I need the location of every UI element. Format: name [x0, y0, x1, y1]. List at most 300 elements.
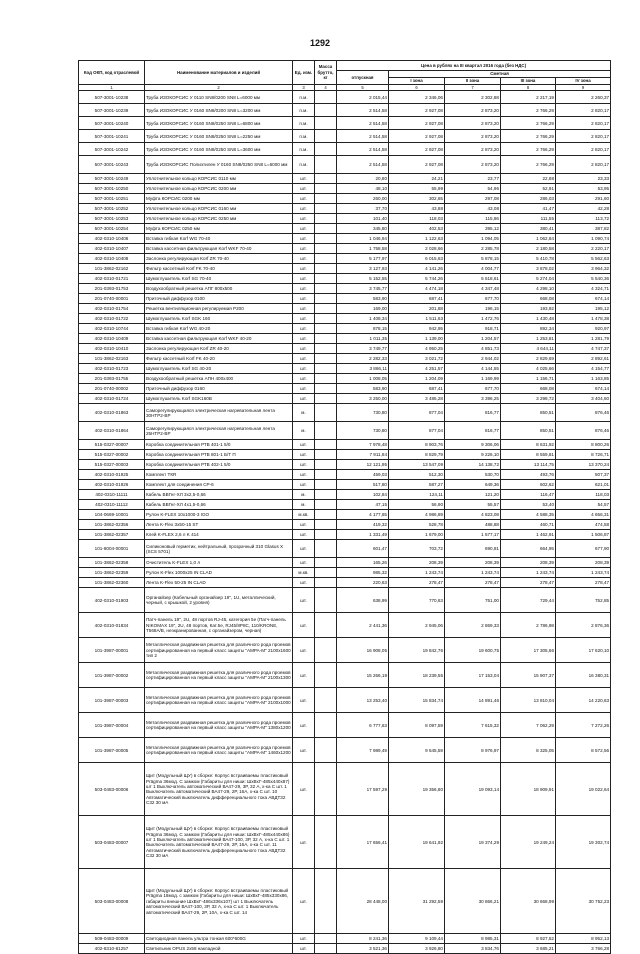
cell-price-pickup: 169,00	[337, 304, 389, 314]
cell-price-zone2: 14 138,72	[445, 460, 501, 470]
cell-price-zone1: 9 545,59	[389, 738, 445, 763]
cell-price-zone3: 668,08	[501, 384, 556, 394]
column-index: 5	[337, 85, 389, 91]
cell-price-pickup: 3 749,77	[337, 344, 389, 354]
cell-mass	[315, 91, 337, 104]
cell-price-zone4: 13 370,24	[556, 460, 611, 470]
cell-price-zone4: 752,85	[556, 588, 611, 613]
cell-unit: шт.	[293, 540, 315, 558]
cell-price-zone4: 19 302,74	[556, 816, 611, 869]
cell-price-pickup: 37,70	[337, 204, 389, 214]
table-row	[79, 264, 611, 274]
cell-price-pickup: 13 253,40	[337, 688, 389, 713]
cell-price-zone4: 54,57	[556, 500, 611, 510]
header-zone1: I зона	[389, 78, 445, 85]
table-row	[79, 540, 611, 558]
cell-price-zone3: 460,71	[501, 520, 556, 530]
cell-price-zone2: 649,36	[445, 480, 501, 490]
cell-mass	[315, 284, 337, 294]
cell-name: Светильник OPUS 2x58 накладной	[145, 944, 293, 954]
cell-mass	[315, 738, 337, 763]
cell-name: Рулон K-Flex 1000x25 IN CLAD	[145, 568, 293, 578]
cell-code: 507-3001-10240	[79, 117, 145, 130]
cell-name: Труба ИЗОКОРСИС У 0110 SN8/0200 SN8 L=6000 мм	[145, 91, 293, 104]
cell-name: Комплект ТКR	[145, 470, 293, 480]
cell-mass	[315, 304, 337, 314]
cell-name: Труба ИЗОКОРСИС У 0160 SN8/0250 SN8 L=3600 мм	[145, 143, 293, 156]
cell-price-pickup: 2 514,58	[337, 156, 389, 174]
cell-price-zone1: 208,39	[389, 558, 445, 568]
cell-price-zone4: 674,14	[556, 294, 611, 304]
cell-price-zone3: 5 410,78	[501, 254, 556, 264]
cell-price-zone2: 23,77	[445, 174, 501, 184]
cell-price-zone4: 3 766,28	[556, 944, 611, 954]
cell-price-zone4: 278,47	[556, 578, 611, 588]
cell-price-pickup: 345,80	[337, 224, 389, 234]
cell-price-zone1: 2 927,08	[389, 130, 445, 143]
cell-price-zone3: 1 462,91	[501, 530, 556, 540]
cell-price-zone1: 19 641,92	[389, 816, 445, 869]
column-index: 1	[79, 85, 145, 91]
cell-unit: м.	[293, 404, 315, 422]
cell-name: Труба ИЗОКОРСИС У 0160 SN8/0250 SN8 L=2250 мм	[145, 130, 293, 143]
cell-price-zone2: 5 878,15	[445, 254, 501, 264]
cell-price-zone2: 14 891,46	[445, 688, 501, 713]
cell-price-zone2: 19 093,14	[445, 763, 501, 816]
cell-mass	[315, 344, 337, 354]
cell-price-pickup: 2 514,58	[337, 117, 389, 130]
cell-unit: шт.	[293, 384, 315, 394]
cell-price-zone4: 2 876,36	[556, 613, 611, 638]
table-row	[79, 450, 611, 460]
header-code: Код ОКП, код отраслевой	[79, 61, 145, 85]
cell-unit: шт.	[293, 450, 315, 460]
header-zone4: IV зона	[556, 78, 611, 85]
cell-code: 507-3001-10252	[79, 204, 145, 214]
cell-price-zone4: 677,90	[556, 540, 611, 558]
cell-price-zone2: 196,15	[445, 304, 501, 314]
cell-price-zone2: 816,77	[445, 422, 501, 440]
cell-price-zone4: 4 324,71	[556, 284, 611, 294]
cell-price-zone4: 113,72	[556, 214, 611, 224]
cell-price-zone1: 118,03	[389, 214, 445, 224]
cell-name: Коробка соединительная РТВ 801-1 Б/Т П	[145, 450, 293, 460]
cell-price-zone4: 42,28	[556, 204, 611, 214]
cell-price-zone4: 5 562,63	[556, 254, 611, 264]
table-row	[79, 374, 611, 384]
header-pickup: отпускная	[337, 71, 389, 85]
table-row	[79, 364, 611, 374]
cell-price-pickup: 1 008,05	[337, 374, 389, 384]
cell-price-zone4: 291,60	[556, 194, 611, 204]
cell-price-zone2: 677,70	[445, 294, 501, 304]
cell-price-zone1: 31 292,59	[389, 869, 445, 934]
cell-unit: шт.	[293, 440, 315, 450]
cell-price-zone4: 2 220,17	[556, 244, 611, 254]
cell-price-zone3: 2 766,29	[501, 117, 556, 130]
table-row	[79, 738, 611, 763]
cell-unit: шт.	[293, 364, 315, 374]
table-row	[79, 763, 611, 816]
price-table	[78, 60, 611, 954]
cell-price-zone2: 918,71	[445, 324, 501, 334]
table-row	[79, 174, 611, 184]
cell-price-pickup: 7 989,49	[337, 738, 389, 763]
cell-price-zone1: 6 015,63	[389, 254, 445, 264]
cell-price-zone3: 2 829,69	[501, 354, 556, 364]
cell-price-zone4: 1 281,79	[556, 334, 611, 344]
table-row	[79, 613, 611, 638]
table-row	[79, 104, 611, 117]
cell-price-zone3: 8 559,81	[501, 450, 556, 460]
cell-name: Труба ИЗОКОРСИС У 0160 SN8/0200 SN8 L=3200 мм	[145, 104, 293, 117]
cell-price-zone3: 493,76	[501, 470, 556, 480]
cell-price-pickup: 419,32	[337, 520, 389, 530]
cell-name: Фильтр кассетный Korf FK 70-40	[145, 264, 293, 274]
cell-mass	[315, 143, 337, 156]
cell-code: 402-8310-81257	[79, 944, 145, 954]
page-number: 1292	[309, 38, 331, 48]
cell-price-pickup: 7 911,84	[337, 450, 389, 460]
cell-price-pickup: 601,47	[337, 540, 389, 558]
cell-price-zone3: 3 685,21	[501, 944, 556, 954]
cell-price-zone3: 8 927,52	[501, 934, 556, 944]
price-table-body	[79, 91, 611, 954]
cell-price-zone1: 8 903,76	[389, 440, 445, 450]
cell-price-zone3: 13 114,75	[501, 460, 556, 470]
cell-price-zone4: 2 820,17	[556, 143, 611, 156]
cell-price-pickup: 3 866,11	[337, 364, 389, 374]
cell-price-zone1: 1 139,00	[389, 334, 445, 344]
cell-name: Лента K-Flex 50-25 IN CLAD	[145, 578, 293, 588]
cell-price-pickup: 3 250,00	[337, 394, 389, 404]
cell-mass	[315, 384, 337, 394]
cell-unit: шт.	[293, 934, 315, 944]
cell-mass	[315, 713, 337, 738]
cell-price-zone4: 8 952,13	[556, 934, 611, 944]
cell-price-zone1: 687,41	[389, 384, 445, 394]
cell-price-zone4: 2 260,37	[556, 91, 611, 104]
cell-price-zone4: 920,97	[556, 324, 611, 334]
cell-price-zone3: 1 243,74	[501, 568, 556, 578]
cell-price-pickup: 12 121,95	[337, 460, 389, 470]
cell-price-zone2: 208,39	[445, 558, 501, 568]
cell-name: Коробка соединительная РТВ 402-1 5/0	[145, 460, 293, 470]
table-row	[79, 440, 611, 450]
cell-code: 402-0310-01754	[79, 304, 145, 314]
cell-price-pickup: 2 282,33	[337, 354, 389, 364]
cell-price-zone4: 2 820,17	[556, 104, 611, 117]
cell-name: Вставка гибкая Korf WG 40-20	[145, 324, 293, 334]
cell-code: 503-0483-00007	[79, 816, 145, 869]
cell-code: 402-0310-11111	[79, 490, 145, 500]
table-row	[79, 344, 611, 354]
cell-price-zone1: 402,53	[389, 224, 445, 234]
table-row	[79, 638, 611, 663]
cell-mass	[315, 294, 337, 304]
cell-price-zone4: 14 220,63	[556, 688, 611, 713]
cell-price-zone1: 687,41	[389, 294, 445, 304]
cell-code: 101-8004-00001	[79, 540, 145, 558]
cell-code: 509-0483-00009	[79, 934, 145, 944]
cell-unit: п.м.	[293, 143, 315, 156]
cell-price-zone4: 118,03	[556, 490, 611, 500]
cell-price-zone2: 278,47	[445, 578, 501, 588]
cell-price-pickup: 878,15	[337, 324, 389, 334]
cell-mass	[315, 214, 337, 224]
cell-price-zone2: 530,70	[445, 470, 501, 480]
cell-price-zone3: 729,44	[501, 588, 556, 613]
cell-unit: шт.	[293, 688, 315, 713]
cell-unit: шт.	[293, 254, 315, 264]
cell-price-zone4: 8 572,56	[556, 738, 611, 763]
cell-price-pickup: 8 241,36	[337, 934, 389, 944]
table-row	[79, 294, 611, 304]
cell-mass	[315, 440, 337, 450]
cell-unit: шт.	[293, 314, 315, 324]
header-mass: Масса брутто, кг	[315, 61, 337, 85]
cell-code: 503-0483-00006	[79, 763, 145, 816]
cell-price-pickup: 517,80	[337, 480, 389, 490]
cell-unit: шт.	[293, 394, 315, 404]
cell-price-zone3: 892,34	[501, 324, 556, 334]
cell-price-pickup: 15 266,19	[337, 663, 389, 688]
cell-name: Клей K-FLEX 2,6 л K 414	[145, 530, 293, 540]
cell-price-zone3: 5 274,04	[501, 274, 556, 284]
cell-code: 507-3001-10251	[79, 194, 145, 204]
cell-name: Шумоглушитель Korf SGK 160	[145, 314, 293, 324]
cell-unit: шт.	[293, 194, 315, 204]
cell-unit: п.м.	[293, 91, 315, 104]
cell-name: Органайзер (Кабельный органайзер 19", 1U, металлический, черный, с крышкой, 2 уровня)	[145, 588, 293, 613]
cell-mass	[315, 450, 337, 460]
cell-name: Силиконовый герметик, нейтральный, прозрачный 310 Glasus X (SCS 5701)	[145, 540, 293, 558]
cell-unit: шт.	[293, 204, 315, 214]
cell-price-zone4: 674,14	[556, 384, 611, 394]
cell-code: 402-0310-10409	[79, 334, 145, 344]
cell-code: 402-0310-01903	[79, 588, 145, 613]
cell-name: Металлическая раздвижная решетка для различного рода проемов сертифицированная на первый класс защиты "АМРА-М" 1460x1200	[145, 738, 293, 763]
cell-mass	[315, 394, 337, 404]
cell-mass	[315, 470, 337, 480]
cell-price-zone2: 115,86	[445, 214, 501, 224]
cell-price-zone1: 9 109,44	[389, 934, 445, 944]
column-index: 7	[445, 85, 501, 91]
cell-price-zone3: 19 249,24	[501, 816, 556, 869]
cell-unit: шт.	[293, 713, 315, 738]
cell-price-zone2: 4 347,48	[445, 284, 501, 294]
cell-price-zone4: 1 478,38	[556, 314, 611, 324]
cell-price-zone1: 302,65	[389, 194, 445, 204]
cell-mass	[315, 334, 337, 344]
cell-price-zone3: 850,51	[501, 422, 556, 440]
cell-unit: шт.	[293, 944, 315, 954]
cell-price-zone1: 55,99	[389, 184, 445, 194]
cell-code: 402-0310-01864	[79, 422, 145, 440]
table-row	[79, 500, 611, 510]
cell-price-zone2: 30 866,21	[445, 869, 501, 934]
cell-code: 402-0310-01834	[79, 613, 145, 638]
cell-unit: шт.	[293, 613, 315, 638]
cell-code: 402-0310-10408	[79, 254, 145, 264]
cell-name: Воздухообратный решетка АПГ 800x500	[145, 284, 293, 294]
cell-code: 104-0669-10001	[79, 510, 145, 520]
cell-price-pickup: 260,00	[337, 194, 389, 204]
cell-unit: шт.	[293, 530, 315, 540]
cell-mass	[315, 663, 337, 688]
cell-mass	[315, 156, 337, 174]
cell-name: Металлическая раздвижная решетка для различного рода проемов сертифицированная на первый класс защиты "АМРА-М" 2100x1000	[145, 688, 293, 713]
cell-price-zone4: 8 800,26	[556, 440, 611, 450]
cell-price-zone3: 2 766,29	[501, 143, 556, 156]
cell-name: Уплотнительное кольцо КОРСИС 0110 мм	[145, 174, 293, 184]
cell-mass	[315, 244, 337, 254]
table-row	[79, 934, 611, 944]
cell-name: Муфта КОРСИС 0250 мм	[145, 224, 293, 234]
cell-price-zone3: 2 180,58	[501, 244, 556, 254]
cell-price-pickup: 638,99	[337, 588, 389, 613]
cell-price-pickup: 2 514,58	[337, 104, 389, 117]
cell-price-zone3: 2 217,19	[501, 91, 556, 104]
cell-price-zone3: 664,95	[501, 540, 556, 558]
cell-price-zone3: 13 810,04	[501, 688, 556, 713]
cell-price-zone4: 23,33	[556, 174, 611, 184]
cell-name: Саморегулирующаяся электрическая нагревательная лента 30НТР2-ВР	[145, 404, 293, 422]
cell-code: 201-0393-01755	[79, 374, 145, 384]
cell-price-pickup: 1 011,35	[337, 334, 389, 344]
cell-mass	[315, 130, 337, 143]
table-row	[79, 117, 611, 130]
cell-price-zone1: 1 679,00	[389, 530, 445, 540]
cell-mass	[315, 184, 337, 194]
cell-price-zone3: 668,08	[501, 294, 556, 304]
cell-unit: шт.	[293, 294, 315, 304]
cell-code: 507-3001-10239	[79, 104, 145, 117]
cell-price-zone2: 2 873,20	[445, 117, 501, 130]
cell-price-zone4: 17 620,10	[556, 638, 611, 663]
table-row	[79, 284, 611, 294]
table-row	[79, 869, 611, 934]
cell-price-zone2: 2 944,02	[445, 354, 501, 364]
cell-unit: м.кв.	[293, 568, 315, 578]
cell-unit: п.м.	[293, 156, 315, 174]
cell-mass	[315, 934, 337, 944]
cell-price-zone2: 17 153,04	[445, 663, 501, 688]
cell-price-zone1: 3 926,80	[389, 944, 445, 954]
cell-unit: шт.	[293, 274, 315, 284]
cell-price-zone3: 3 878,02	[501, 264, 556, 274]
cell-price-zone1: 2 927,08	[389, 117, 445, 130]
header-zone2: II зона	[445, 78, 501, 85]
cell-unit: шт.	[293, 869, 315, 934]
cell-price-pickup: 2 015,44	[337, 91, 389, 104]
cell-price-zone1: 4 474,18	[389, 284, 445, 294]
cell-mass	[315, 558, 337, 568]
cell-code: 515-0327-00007	[79, 440, 145, 450]
cell-price-zone2: 3 396,25	[445, 394, 501, 404]
cell-price-pickup: 48,10	[337, 184, 389, 194]
cell-price-zone2: 488,88	[445, 520, 501, 530]
cell-name: Муфта КОРСИС 0200 мм	[145, 194, 293, 204]
cell-code: 101-3987-00002	[79, 663, 145, 688]
cell-price-zone4: 3 404,60	[556, 394, 611, 404]
cell-price-pickup: 5 152,55	[337, 274, 389, 284]
cell-code: 101-3862-02356	[79, 520, 145, 530]
table-row	[79, 314, 611, 324]
cell-mass	[315, 638, 337, 663]
cell-price-zone2: 9 226,10	[445, 450, 501, 460]
cell-code: 402-0310-01863	[79, 404, 145, 422]
cell-name: Уплотнительное кольцо КОРСИС 0250 мм	[145, 214, 293, 224]
cell-unit: шт.	[293, 460, 315, 470]
table-row	[79, 91, 611, 104]
cell-unit: м.	[293, 422, 315, 440]
cell-mass	[315, 763, 337, 816]
cell-price-zone3: 602,62	[501, 480, 556, 490]
table-row	[79, 578, 611, 588]
cell-price-pickup: 28 448,00	[337, 869, 389, 934]
table-row	[79, 688, 611, 713]
cell-price-zone3: 7 062,29	[501, 713, 556, 738]
cell-mass	[315, 530, 337, 540]
table-row	[79, 663, 611, 688]
cell-price-zone2: 4 004,77	[445, 264, 501, 274]
cell-price-zone2: 4 144,55	[445, 364, 501, 374]
cell-mass	[315, 568, 337, 578]
table-row	[79, 404, 611, 422]
cell-unit: шт.	[293, 324, 315, 334]
cell-code: 201-0393-01753	[79, 284, 145, 294]
table-row	[79, 224, 611, 234]
cell-name: Лента K-Flex 3x50-15 ST	[145, 520, 293, 530]
cell-price-zone2: 1 472,76	[445, 314, 501, 324]
cell-price-zone2: 2 285,78	[445, 244, 501, 254]
header-unit: Ед. изм.	[293, 61, 315, 85]
cell-unit: шт.	[293, 470, 315, 480]
cell-price-zone1: 4 251,57	[389, 364, 445, 374]
cell-code: 507-3001-10238	[79, 91, 145, 104]
cell-mass	[315, 500, 337, 510]
cell-unit: шт.	[293, 174, 315, 184]
cell-mass	[315, 613, 337, 638]
cell-price-pickup: 1 758,58	[337, 244, 389, 254]
table-row	[79, 422, 611, 440]
cell-name: Уплотнительное кольцо КОРСИС 0160 мм	[145, 204, 293, 214]
cell-price-zone3: 286,03	[501, 194, 556, 204]
cell-mass	[315, 354, 337, 364]
cell-code: 507-3001-10250	[79, 184, 145, 194]
cell-price-zone3: 8 631,92	[501, 440, 556, 450]
cell-code: 402-0310-11112	[79, 500, 145, 510]
cell-code: 402-0310-10406	[79, 234, 145, 244]
cell-price-zone2: 297,08	[445, 194, 501, 204]
cell-unit: м.	[293, 500, 315, 510]
cell-unit: шт.	[293, 374, 315, 384]
cell-price-zone2: 1 243,74	[445, 568, 501, 578]
table-row	[79, 204, 611, 214]
cell-price-zone1: 3 021,72	[389, 354, 445, 364]
table-row	[79, 558, 611, 568]
cell-price-zone4: 2 820,17	[556, 156, 611, 174]
table-row	[79, 460, 611, 470]
cell-price-pickup: 730,80	[337, 422, 389, 440]
cell-price-zone3: 41,47	[501, 204, 556, 214]
cell-price-zone3: 4 588,35	[501, 510, 556, 520]
cell-price-zone4: 16 380,31	[556, 663, 611, 688]
cell-mass	[315, 422, 337, 440]
cell-price-zone1: 2 927,08	[389, 104, 445, 117]
cell-mass	[315, 174, 337, 184]
